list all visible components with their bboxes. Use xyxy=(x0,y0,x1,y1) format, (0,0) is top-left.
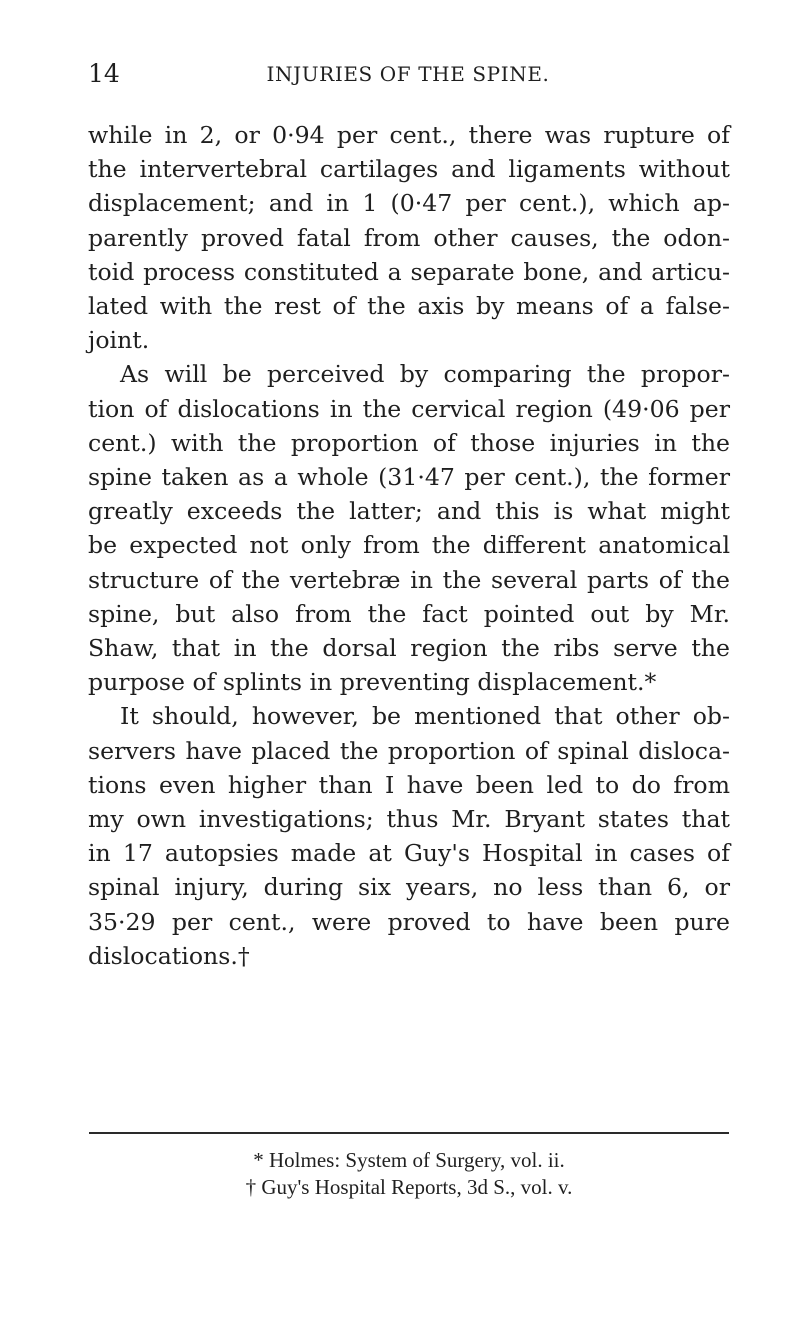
page-number: 14 xyxy=(88,59,120,88)
footnotes xyxy=(88,1147,730,1201)
text-line: parently proved fatal from other causes, the odon- xyxy=(88,223,730,252)
text-line: my own investigations; thus Mr. Bryant states that xyxy=(88,805,730,834)
text-line: 35·29 per cent., were proved to have been pure xyxy=(88,907,730,936)
text-line: spinal injury, during six years, no less than 6, or xyxy=(88,873,730,902)
text-line: tion of dislocations in the cervical region (49·06 per xyxy=(88,394,730,423)
text-line: purpose of splints in preventing displacement.* xyxy=(88,668,657,697)
footnote: * Holmes: System of Surgery, vol. ii. xyxy=(253,1148,565,1172)
text-line: while in 2, or 0·94 per cent., there was rupture of xyxy=(88,121,730,149)
text-line: toid process constituted a separate bone, and articu- xyxy=(88,257,730,286)
paragraph-start-line: It should, however, be mentioned that other ob- xyxy=(120,702,730,731)
text-line: servers have placed the proportion of spinal disloca- xyxy=(88,736,730,765)
text-line: spine taken as a whole (31·47 per cent.), the former xyxy=(88,463,730,492)
footnote: † Guy's Hospital Reports, 3d S., vol. v. xyxy=(245,1175,573,1199)
text-line: joint. xyxy=(88,326,150,355)
text-line: displacement; and in 1 (0·47 per cent.), which ap- xyxy=(88,189,730,218)
text-line: be expected not only from the different anatomical xyxy=(88,531,730,560)
text-line: tions even higher than I have been led to do from xyxy=(88,770,730,799)
text-line: the intervertebral cartilages and ligaments without xyxy=(88,155,730,184)
text-line: cent.) with the proportion of those injuries in the xyxy=(88,428,730,457)
text-line: spine, but also from the fact pointed out by Mr. xyxy=(88,599,730,628)
text-line: in 17 autopsies made at Guy's Hospital in cases of xyxy=(88,839,730,868)
paragraph-start-line: As will be perceived by comparing the propor- xyxy=(120,360,730,389)
running-title: INJURIES OF THE SPINE. xyxy=(266,62,550,86)
text-line: structure of the vertebræ in the several parts of the xyxy=(88,565,730,594)
page-header xyxy=(88,58,728,90)
footnote-divider xyxy=(89,1132,729,1134)
body-text xyxy=(88,118,730,973)
text-line: lated with the rest of the axis by means of a false- xyxy=(88,292,730,321)
text-line: greatly exceeds the latter; and this is what might xyxy=(88,497,730,526)
text-line: Shaw, that in the dorsal region the ribs serve the xyxy=(88,634,730,663)
text-line: dislocations.† xyxy=(88,941,250,970)
